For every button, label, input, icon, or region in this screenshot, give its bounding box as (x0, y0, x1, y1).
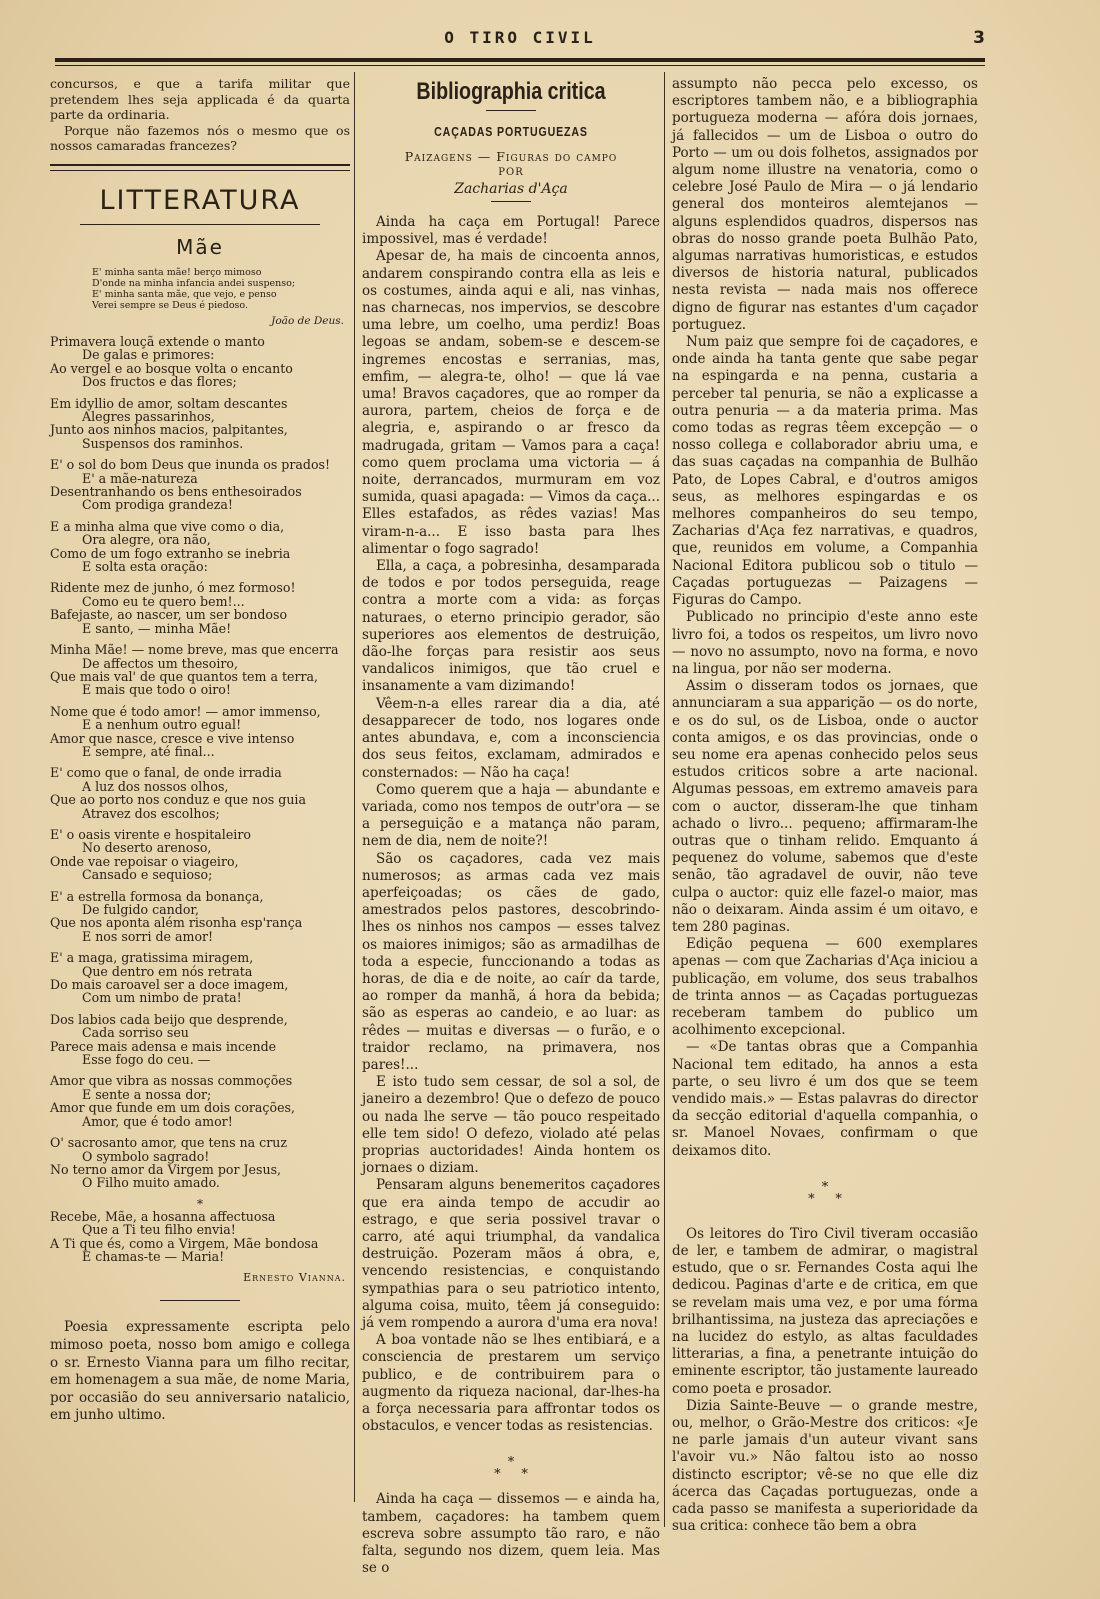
verse-line: Suspensos dos raminhos. (82, 435, 244, 451)
verse-line: Cada sorriso seu (82, 1025, 189, 1041)
poem-stanza (50, 520, 350, 574)
verse-line: Nome que é todo amor! — amor immenso, (50, 703, 321, 719)
column-divider (354, 72, 355, 1502)
poem-stanza (50, 1074, 350, 1128)
column-left (50, 76, 350, 1425)
epigraph-line: E' minha santa mãe, que vejo, e penso (92, 288, 277, 300)
verse-line: De fulgido candor, (82, 902, 200, 917)
verse-line: E a minha alma que vive como o dia, (50, 518, 285, 534)
spacer (362, 1435, 660, 1445)
column-right (672, 76, 978, 1535)
stanza-separator: * (197, 1196, 203, 1211)
verse-line: Dos labios cada beijo que desprende, (50, 1011, 288, 1027)
paragraph: A boa vontade não se lhes entibiará, e a consciencia de prestarem um serviço publico, e de contribuirem para o augmento da riqueza nacional, dar-lhes-ha a força necessaria para affrontar todos os obstaculos, e vencer todas as resistencias. (362, 1332, 660, 1435)
verse-line: Com prodiga grandeza! (82, 497, 233, 513)
verse-line: Ora alegre, ora não, (82, 532, 211, 548)
spacer (672, 1160, 978, 1170)
verse-line: Como eu te quero bem!... (82, 593, 245, 609)
book-title: CAÇADAS PORTUGUEZAS (434, 125, 588, 139)
verse-line: O' sacrosanto amor, que tens na cruz (50, 1135, 287, 1151)
verse-line: Onde vae repoisar o viageiro, (50, 853, 239, 869)
divider (486, 110, 536, 111)
asterism: * * * (494, 1455, 528, 1483)
verse-line: De galas e primores: (82, 347, 215, 363)
section-rule (50, 164, 350, 171)
verse-line: Recebe, Mãe, a hosanna affectuosa (50, 1208, 276, 1224)
verse-line: A Ti que és, como a Virgem, Mãe bondosa (50, 1235, 319, 1251)
verse-line: No terno amor da Virgem por Jesus, (50, 1161, 282, 1177)
verse-line: Atravez dos escolhos; (82, 805, 220, 821)
paragraph: Apesar de, ha mais de cincoenta annos, andarem conspirando contra ella as leis e os costumes, ainda aqui e ali, nas vinhas, nas charnecas, nos impervios, se descobre uma lebre, um coelho, uma perdiz! Boas legoas se andam, sobem-se e descem-se ingremes encostas e serranias, mas, emfim, — alegra-te, olho! — que lá vae uma! Bravos caçadores, que ao romper da aurora, partem, cheios de força e de alegria, e, aspirando o ar fresco da madrugada, gritam — Vamos para a caça! como quem proclama uma victoria — á noite, derrancados, murmuram em voz sumida, quasi apagada: — Vimos da caça... Elles estafados, as rêdes vazias! Mas viram-n-a... E isso basta para lhes alimentar o fogo sagrado! (362, 248, 660, 557)
epigraph-author: João de Deus. (271, 314, 344, 327)
verse-line: E nos sorri de amor! (82, 928, 214, 944)
verse-line: De affectos um thesoiro, (82, 655, 238, 671)
verse-line: Minha Mãe! — nome breve, mas que encerra (50, 642, 339, 658)
verse-line: Que nos aponta além risonha esp'rança (50, 915, 303, 931)
intro-text (50, 76, 350, 154)
verse-line: O symbolo sagrado! (82, 1148, 210, 1164)
verse-line: Ridente mez de junho, ó mez formoso! (50, 580, 296, 596)
poem-stanza (50, 766, 350, 820)
verse-line: E' a mãe-natureza (82, 470, 198, 486)
verse-line: E' o sol do bom Deus que inunda os prados! (50, 457, 331, 473)
verse-line: E' como que o fanal, de onde irradia (50, 765, 282, 781)
newspaper-title: O TIRO CIVIL (444, 28, 596, 47)
paragraph: Ainda ha caça em Portugal! Parece impossivel, mas é verdade! (362, 214, 660, 248)
divider (491, 201, 531, 202)
verse-line: No deserto arenoso, (82, 840, 212, 856)
verse-line: E solta esta oração: (82, 559, 208, 575)
poem-stanza (50, 705, 350, 759)
verse-line: A luz dos nossos olhos, (82, 778, 229, 794)
paragraph: E isto tudo sem cessar, de sol a sol, de janeiro a dezembro! Que o defezo de pouco ou nada lhe serve — tão pouco respeitado elle tem sido! O defezo, violado até pelas proprias auctoridades! Ainda hontem os jornaes o diziam. (362, 1074, 660, 1177)
verse-line: Amor que funde em um dois corações, (50, 1100, 295, 1116)
paragraph: Porque não fazemos nós o mesmo que os nossos camaradas francezes? (50, 122, 350, 154)
verse-line: Amor que nasce, cresce e vive intenso (50, 730, 295, 746)
verse-line: Como de um fogo extranho se inebria (50, 545, 291, 561)
verse-line: Amor, que é todo amor! (82, 1113, 233, 1129)
paragraph: — «De tantas obras que a Companhia Nacional tem editado, ha annos a esta parte, o seu livro é um dos que se teem vendido mais.» — Estas palavras do director da secção editorial d'aquella companhia, o sr. Manoel Novaes, confirmam o que deixamos dito. (672, 1039, 978, 1159)
poem-stanza (50, 397, 350, 451)
section-title: LITTERATURA (99, 184, 301, 216)
verse-line: Do mais caroavel ser a doce imagem, (50, 977, 289, 993)
book-by: POR (498, 167, 524, 178)
paragraph: Publicado no principio d'este anno este livro foi, a todos os respeitos, um livro novo — novo no assumpto, novo na forma, e novo na lingua, por não ser moderna. (672, 609, 978, 677)
verse-line: Esse fogo do ceu. — (82, 1052, 211, 1068)
poem-stanza (50, 581, 350, 635)
article-body-continued (672, 76, 978, 1160)
paragraph: Vêem-n-a elles rarear dia a dia, até desapparecer de todo, nos logares onde antes abundava, e, com a inconsciencia dos seus feitos, exclamam, admirados e consternados: — Não ha caça! (362, 695, 660, 781)
verse-line: E sempre, até final... (82, 743, 215, 759)
book-subtitle: Paizagens — Figuras do campo (404, 149, 618, 164)
poem-stanza (50, 951, 350, 1005)
poem-stanza (50, 458, 350, 512)
asterism: * * * (808, 1179, 842, 1207)
epigraph-line: D'onde na minha infancia andei suspenso; (92, 277, 296, 289)
verse-line: Junto aos ninhos macios, palpitantes, (50, 422, 288, 438)
header-rule-thin (55, 65, 985, 66)
verse-line: E' a maga, gratissima miragem, (50, 950, 254, 966)
verse-line: Em idyllio de amor, soltam descantes (50, 395, 288, 411)
page-header (55, 26, 985, 46)
verse-line: Que mais val' de que quantos tem a terra, (50, 668, 319, 684)
header-rule (55, 58, 985, 62)
book-author: Zacharias d'Aça (454, 181, 568, 197)
verse-line: O Filho muito amado. (82, 1175, 220, 1191)
poem-note: Poesia expressamente escripta pelo mimoso poeta, nosso bom amigo e collega o sr. Ernesto Vianna para um filho recitar, em homenagem a sua mãe, de nome Maria, por occasião do seu anniversario natalicio, em junho ultimo. (50, 1319, 350, 1424)
verse-line: E' a estrella formosa da bonança, (50, 888, 264, 904)
paragraph: concursos, e que a tarifa militar que pretendem lhes seja applicada é da quarta parte da ordinaria. (50, 76, 350, 123)
divider (160, 1300, 240, 1301)
paragraph: assumpto não pecca pelo excesso, os escriptores tambem não, e a bibliographia portugueza moderna — afóra dois jornaes, já fallecidos — um de Lisboa o outro do Porto — um ou dois folhetos, assignados por algum nome illustre na venatoria, como o celebre José Paulo de Mira — o já lendario general dos monteiros alemtejanos — alguns esplendidos quadros, dispersos nas obras do nosso grande poeta Bulhão Pato, algumas narrativas humoristicas, e estudos diversos de historia natural, publicados nesta revista — nada mais nos offerece digno de figurar nas estantes d'um caçador portuguez. (672, 76, 978, 333)
verse-line: E' o oasis virente e hospitaleiro (50, 826, 251, 842)
verse-line: Desentranhando os bens enthesoirados (50, 484, 302, 500)
poem-stanza (50, 890, 350, 944)
verse-line: Cansado e sequioso; (82, 867, 213, 883)
article-title: Bibliographia critica (416, 78, 606, 105)
paragraph: Os leitores do Tiro Civil tiveram occasião de ler, e tambem de admirar, o magistral estudo, que o sr. Fernandes Costa aqui lhe dedicou. Paginas d'arte e de critica, em que se revelam mais uma vez, e por uma fórma brilhantissima, na justeza das apreciações e na lucidez do estylo, as altas faculdades litterarias, a fina, a penetrante intuição do eminente escriptor, tão justamente laureado como poeta e prosador. (672, 1225, 978, 1397)
divider (80, 224, 320, 225)
paragraph: Pensaram alguns benemeritos caçadores que era ainda tempo de accudir ao estrago, e que seria possivel travar o carro, até aqui triumphal, da vandalica destruição. Pozeram mãos á obra, e, vencendo resistencias, e conquistando sympathias para o seu patriotico intento, alguma coisa, muito, têem já conseguido: já vem rompendo a aurora d'uma era nova! (362, 1177, 660, 1331)
verse-line: Alegres passarinhos, (82, 409, 215, 424)
paragraph: Ainda ha caça — dissemos — e ainda ha, tambem, caçadores: ha tambem quem escreva sobre assumpto tão raro, e não falta, segundo nos dizem, quem leia. Mas se o (362, 1491, 660, 1577)
poem-stanza (50, 643, 350, 697)
paragraph: Ella, a caça, a pobresinha, desamparada de todos e por todos perseguida, reage contra a morte com a vida: as forças naturaes, o eterno principio gerador, são superiores aos elementos de destruição, dão-lhe forças para resistir aos seus vandalicos inimigos, que tão cruel e insanamente a vam dizimando! (362, 558, 660, 695)
epigraph (92, 267, 350, 311)
poem-signature: Ernesto Vianna. (243, 1271, 346, 1285)
verse-line: Que ao porto nos conduz e que nos guia (50, 792, 306, 808)
verse-line: Primavera louçã extende o manto (50, 333, 265, 349)
poem-body (50, 335, 350, 1190)
verse-line: E mais que todo o oiro! (82, 682, 231, 698)
epigraph-line: E' minha santa mãe! berço mimoso (92, 266, 262, 278)
verse-line: E chamas-te — Maria! (82, 1248, 225, 1264)
epigraph-line: Verei sempre se Deus é piedoso. (92, 299, 249, 311)
paragraph: Dizia Sainte-Beuve — o grande mestre, ou, melhor, o Grão-Mestre dos criticos: «Je ne parle jamais d'un auteur vivant sans l'avoir vu.» Não faltou isto ao nosso distincto escriptor; vê-se no que elle diz ácerca das Caçadas portuguezas, onde a cada passo se manifesta a superioridade da sua critica: conhece tão bem a obra (672, 1397, 978, 1535)
poem-title: Mãe (176, 234, 224, 259)
article-body (362, 214, 660, 1435)
verse-line: Parece mais adensa e mais incende (50, 1038, 277, 1054)
verse-line: E sente a nossa dor; (82, 1086, 212, 1102)
paragraph: São os caçadores, cada vez mais numerosos; as armas cada vez mais aperfeiçoadas; os cães de gado, amestrados pelos pastores, descobrindo-lhes os ninhos nos campos — esses talvez os maiores inimigos; são as armadilhas de toda a especie, funccionando a todas as horas, de dia e de noite, ao caír da tarde, ao romper da manhã, á hora da bebida; são as esperas ao candeio, e ao luar: as rêdes — muitas e diversas — o furão, e o traidor reclamo, na primavera, nos pares!... (362, 850, 660, 1073)
verse-line: Amor que vibra as nossas commoções (50, 1073, 293, 1089)
verse-line: Dos fructos e das flores; (82, 374, 237, 390)
poem-stanza (50, 1136, 350, 1190)
poem-stanza (50, 1013, 350, 1067)
poem-stanza (50, 828, 350, 882)
paragraph: Como querem que a haja — abundante e variada, como nos tempos de outr'ora — se a perseguição e a matança não param, nem de dia, nem de noite?! (362, 781, 660, 850)
page-number: 3 (973, 28, 985, 48)
paragraph: Assim o disseram todos os jornaes, que annunciaram a sua apparição — os do norte, e os do sul, os de Lisboa, onde o auctor conta amigos, e os das provincias, onde o seu nome era apenas conhecido pelos seus estudos criticos sobre a arte nacional. Algumas pessoas, em extremo amaveis para com o auctor, disseram-lhe que tinham achado o livro... pequeno; affirmaram-lhe outras que o tinham relido. Emquanto á pequenez do volume, sabemos que d'este senão, tão agradavel de ouvir, não teve culpa o auctor: quiz elle fazel-o maior, mas não o deixaram. Ainda assim é um oitavo, e tem 280 paginas. (672, 678, 979, 935)
column-middle (362, 76, 660, 1577)
verse-line: E santo, — minha Mãe! (82, 620, 232, 636)
paragraph: Num paiz que sempre foi de caçadores, e onde ainda ha tanta gente que sabe pegar na espingarda e na penna, custaria a perceber tal penuria, se não a explicasse a outra penuria — a da materia prima. Mas como todas as regras têem excepção — o nosso collega e collaborador abriu uma, e das suas caçadas na companhia de Bulhão Pato, de Lopes Cabral, e d'outros amigos seus, as melhores espingardas e os melhores companheiros do seu tempo, Zacharias d'Aça fez narrativas, e quadros, que, reunidos em volume, a Companhia Nacional Editora publicou sob o titulo — Caçadas portuguezas — Paizagens — Figuras do Campo. (672, 334, 978, 609)
verse-line: E a nenhum outro egual! (82, 717, 242, 733)
verse-line: Que dentro em nós retrata (82, 963, 253, 979)
spacer (672, 1216, 978, 1226)
column-divider (664, 72, 665, 1527)
verse-line: Ao vergel e ao bosque volta o encanto (50, 360, 293, 376)
verse-line: Que a Ti teu filho envia! (82, 1222, 236, 1238)
article-body-second (672, 1226, 978, 1536)
verse-line: Com um nimbo de prata! (82, 990, 242, 1006)
paragraph: Edição pequena — 600 exemplares apenas — com que Zacharias d'Aça iniciou a publicação, em volume, dos seus trabalhos de trinta annos — as Caçadas portuguezas receberam tambem do publico um acolhimento excepcional. (672, 936, 978, 1039)
poem-final-stanza (50, 1210, 350, 1264)
verse-line: Bafejaste, ao nascer, um ser bondoso (50, 607, 288, 623)
poem-stanza (50, 335, 350, 389)
